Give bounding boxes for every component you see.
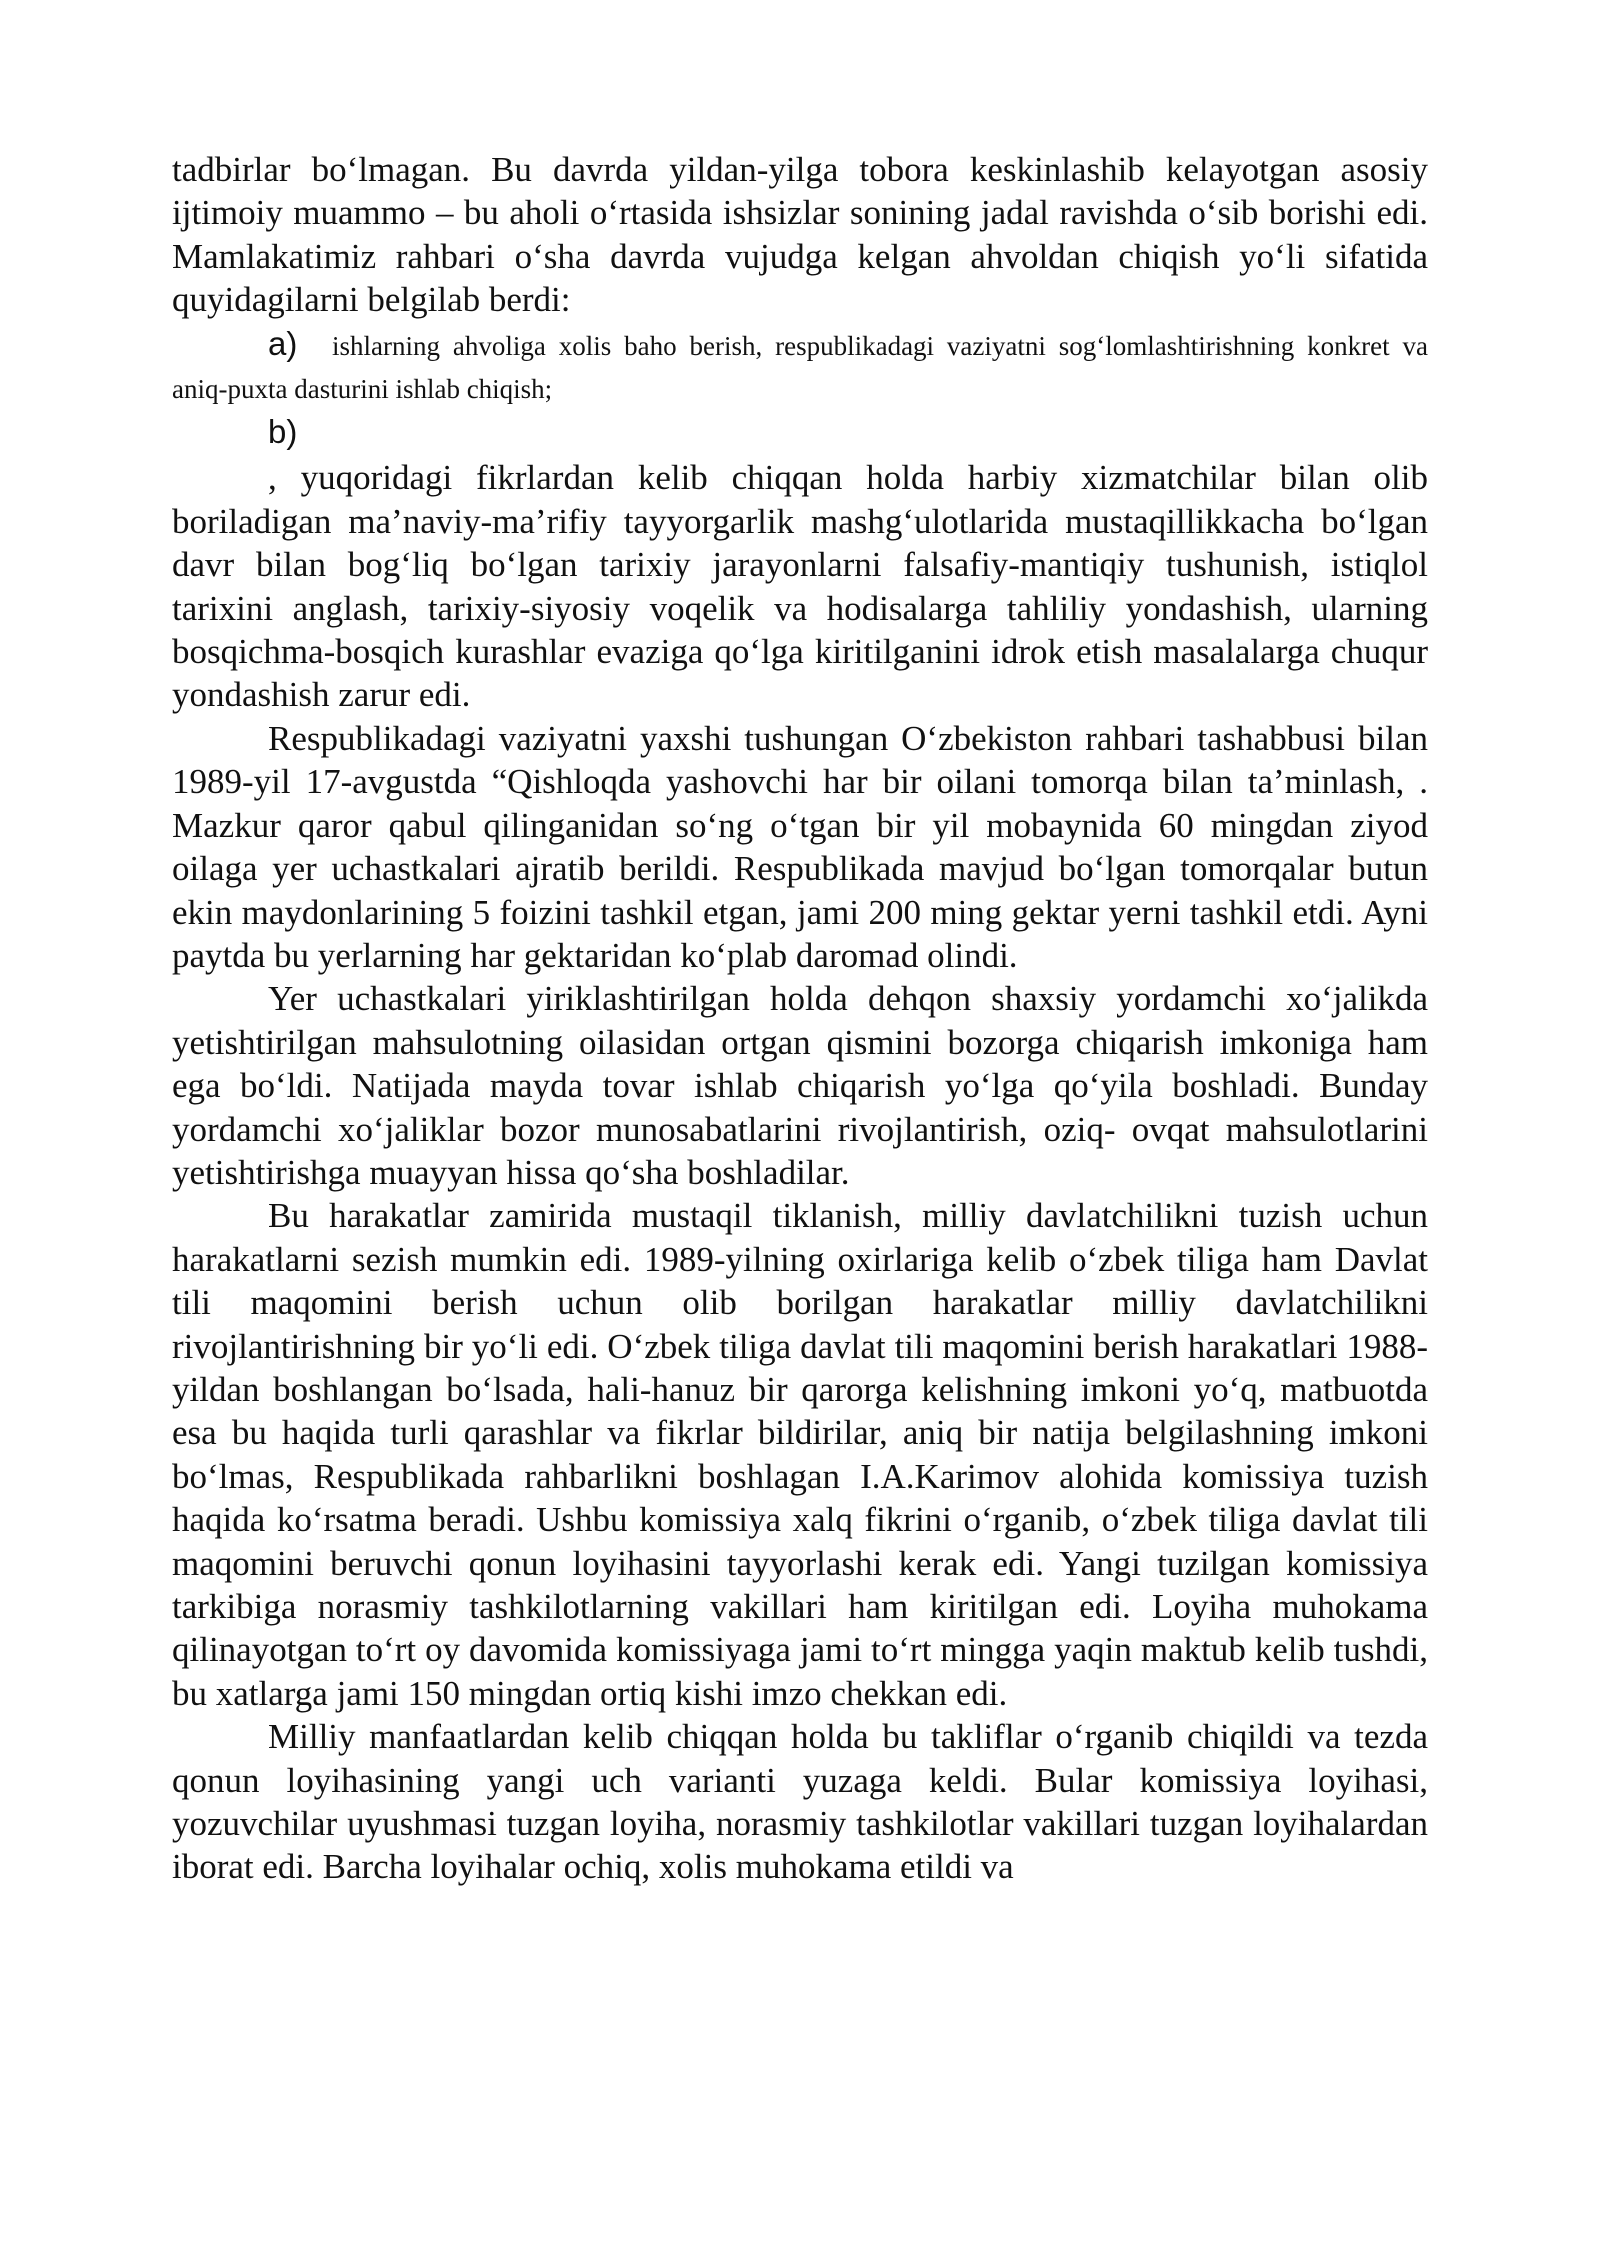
paragraph-spiritual-training: , yuqoridagi fikrlardan kelib chiqqan holda harbiy xizmatchilar bilan olib boriladigan ma’naviy-ma’rifiy tayyorgarlik mashg‘ulotlarida mustaqillikkacha bo‘lgan davr bilan bog‘liq bo‘lgan tarixiy jarayonlarni falsafiy-mantiqiy tushunish, istiqlol tarixini anglash, tarixiy-siyosiy voqelik va hodisalarga tahliliy yondashish, ularning bosqichma-bosqich kurashlar evaziga qo‘lga kiritilganini idrok etish masalalarga chuqur yondashish zarur edi. <box>172 458 1428 715</box>
document-page <box>172 148 1428 1889</box>
list-marker-a: a) <box>268 324 298 362</box>
list-item-b <box>172 408 1428 456</box>
list-item-a <box>172 322 1428 409</box>
list-item-a-text: ishlarning ahvoliga xolis baho berish, respublikadagi vaziyatni sog‘lomlashtirishning konkret va aniq-puxta dasturini ishlab chiqish; <box>172 330 1428 405</box>
paragraph-intro: tadbirlar bo‘lmagan. Bu davrda yildan-yilga tobora keskinlashib kelayotgan asosiy ijtimoiy muammo – bu aholi o‘rtasida ishsizlar sonining jadal ravishda o‘sib borishi edi. Mamlakatimiz rahbari o‘sha davrda vujudga kelgan ahvoldan chiqish yo‘li sifatida quyidagilarni belgilab berdi: <box>172 150 1428 320</box>
paragraph-law-drafts: Milliy manfaatlardan kelib chiqqan holda bu takliflar o‘rganib chiqildi va tezda qonun loyihasining yangi uch varianti yuzaga keldi. Bular komissiya loyihasi, yozuvchilar uyushmasi tuzgan loyiha, norasmiy tashkilotlar vakillari tuzgan loyihalardan iborat edi. Barcha loyihalar ochiq, xolis muhokama etildi va <box>172 1717 1428 1887</box>
paragraph-land-plots: Respublikadagi vaziyatni yaxshi tushungan O‘zbekiston rahbari tashabbusi bilan 1989-yil 17-avgustda “Qishloqda yashovchi har bir oilani tomorqa bilan ta’minlash, . Mazkur qaror qabul qilinganidan so‘ng o‘tgan bir yil mobaynida 60 mingdan ziyod oilaga yer uchastkalari ajratib berildi. Respublikada mavjud bo‘lgan tomorqalar butun ekin maydonlarining 5 foizini tashkil etgan, jami 200 ming gektar yerni tashkil etdi. Ayni paytda bu yerlarning har gektaridan ko‘plab daromad olindi. <box>172 718 1428 975</box>
paragraph-state-language: Bu harakatlar zamirida mustaqil tiklanish, milliy davlatchilikni tuzish uchun harakatlarni sezish mumkin edi. 1989-yilning oxirlariga kelib o‘zbek tiliga ham Davlat tili maqomini berish uchun olib borilgan harakatlar milliy davlatchilikni rivojlantirishning bir yo‘li edi. O‘zbek tiliga davlat tili maqomini berish harakatlari 1988-yildan boshlangan bo‘lsada, hali-hanuz bir qarorga kelishning imkoni yo‘q, matbuotda esa bu haqida turli qarashlar va fikrlar bildirilar, aniq bir natija belgilashning imkoni bo‘lmas, Respublikada rahbarlikni boshlagan I.A.Karimov alohida komissiya tuzish haqida ko‘rsatma beradi. Ushbu komissiya xalq fikrini o‘rganib, o‘zbek tiliga davlat tili maqomini beruvchi qonun loyihasini tayyorlashi kerak edi. Yangi tuzilgan komissiya tarkibiga norasmiy tashkilotlarning vakillari ham kiritilgan edi. Loyiha muhokama qilinayotgan to‘rt oy davomida komissiyaga jami to‘rt mingga yaqin maktub kelib tushdi, bu xatlarga jami 150 mingdan ortiq kishi imzo chekkan edi. <box>172 1196 1428 1713</box>
paragraph-household-farms: Yer uchastkalari yiriklashtirilgan holda dehqon shaxsiy yordamchi xo‘jalikda yetishtirilgan mahsulotning oilasidan ortgan qismini bozorga chiqarish imkoniga ham ega bo‘ldi. Natijada mayda tovar ishlab chiqarish yo‘lga qo‘yila boshladi. Bunday yordamchi xo‘jaliklar bozor munosabatlarini rivojlantirish, oziq- ovqat mahsulotlarini yetishtirishga muayyan hissa qo‘sha boshladilar. <box>172 979 1428 1192</box>
list-marker-b: b) <box>268 413 298 451</box>
